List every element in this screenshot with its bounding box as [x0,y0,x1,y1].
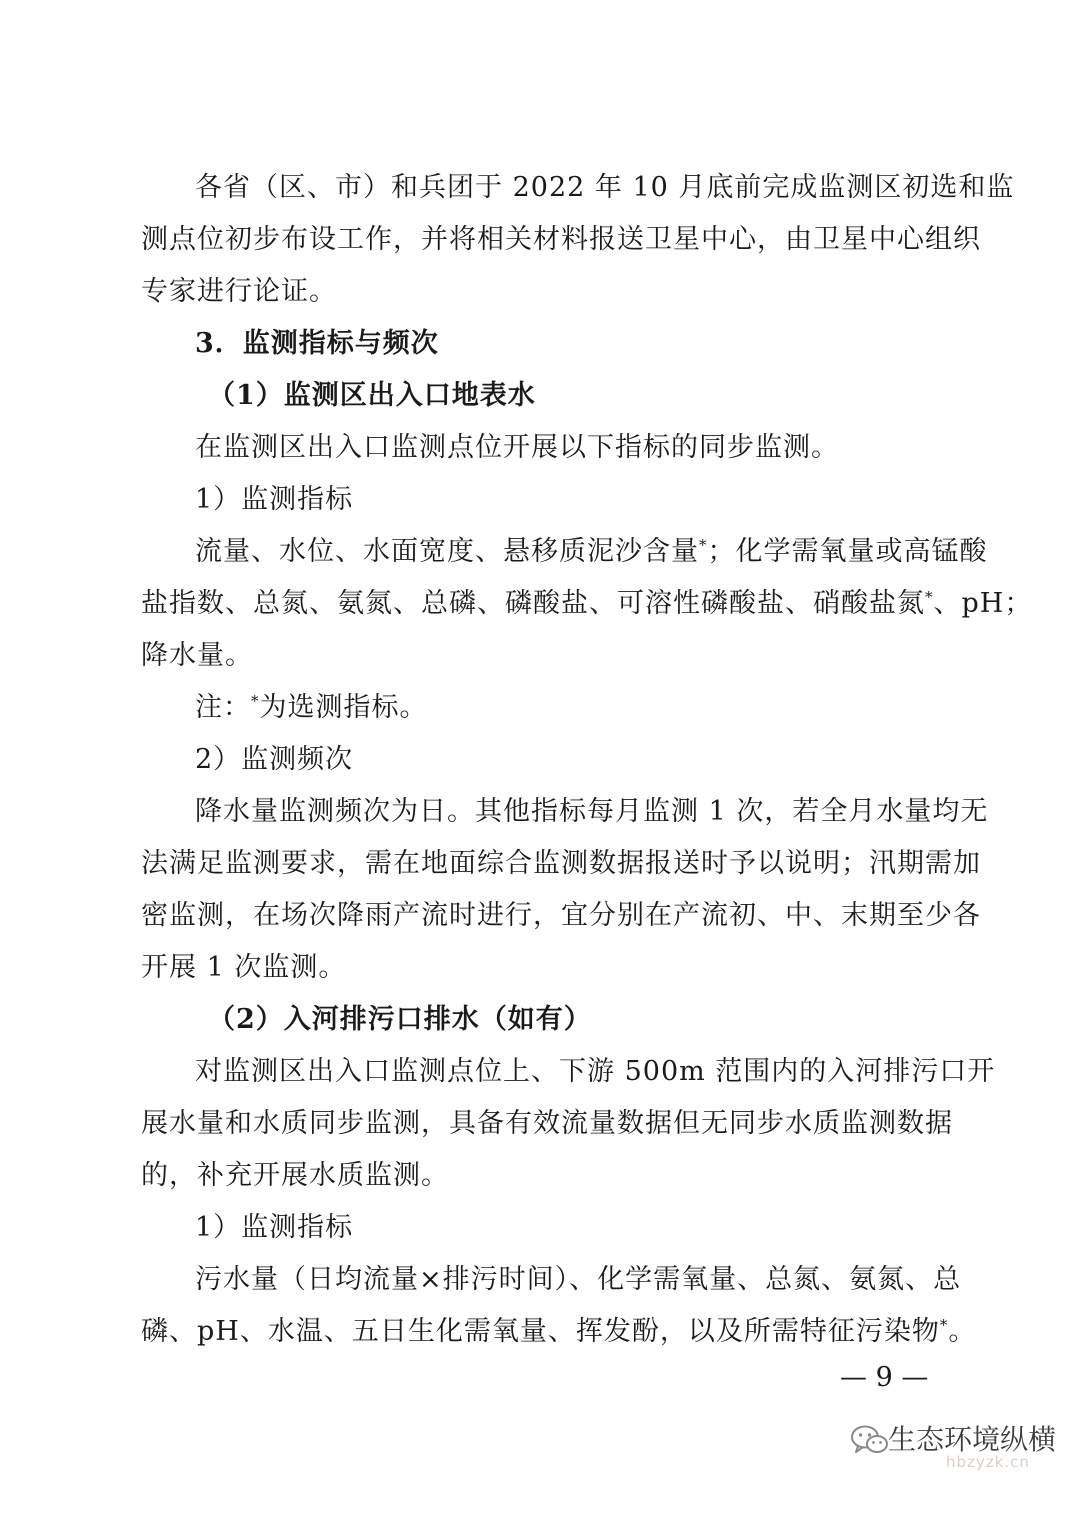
paragraph-line: 降水量监测频次为日。其他指标每月监测 1 次，若全月水量均无 [195,796,989,827]
paragraph-line [195,532,988,572]
optional-marker: * [939,1316,949,1334]
item-label: 1）监测指标 [195,484,354,515]
wechat-icon [850,1424,890,1456]
page-number: — 9 — [840,1362,929,1393]
paragraph-line: 开展 1 次监测。 [141,952,347,983]
text-span: 盐指数、总氮、氨氮、总磷、磷酸盐、可溶性磷酸盐、硝酸盐氮 [141,588,925,619]
text-span: ；化学需氧量或高锰酸 [707,536,988,567]
optional-marker: * [925,588,934,606]
paragraph-line: 在监测区出入口监测点位开展以下指标的同步监测。 [195,432,839,463]
watermark-name: 生态环境纵横 [888,1423,1057,1456]
note-prefix: 注： [195,692,251,723]
item-label: 2）监测频次 [195,744,354,775]
paragraph-line: 对监测区出入口监测点位上、下游 500m 范围内的入河排污口开 [195,1056,996,1087]
text-span: 磷、pH、水温、五日生化需氧量、挥发酚，以及所需特征污染物 [141,1316,940,1347]
watermark [850,1420,1070,1480]
paragraph-line: 测点位初步布设工作，并将相关材料报送卫星中心，由卫星中心组织 [141,224,981,255]
subsection-heading: （1）监测区出入口地表水 [208,380,536,411]
text-span: 。 [948,1316,977,1347]
text-span: 流量、水位、水面宽度、悬移质泥沙含量 [195,536,699,567]
paragraph-line: 污水量（日均流量×排污时间）、化学需氧量、总氮、氨氮、总 [195,1264,962,1295]
note [195,688,941,728]
subsection-heading: （2）入河排污口排水（如有） [208,1004,592,1035]
note-text: 为选测指标。 [259,692,428,723]
paragraph-line: 各省（区、市）和兵团于 2022 年 10 月底前完成监测区初选和监 [195,172,1015,203]
paragraph-line [141,1312,977,1352]
paragraph-line: 法满足监测要求，需在地面综合监测数据报送时予以说明；汛期需加 [141,848,981,879]
item-label: 1）监测指标 [195,1212,354,1243]
text-span: 、pH； [933,588,1033,619]
optional-marker: * [251,692,260,710]
paragraph-line: 专家进行论证。 [141,276,337,307]
paragraph-line: 降水量。 [141,640,253,671]
section-heading: 3．监测指标与频次 [195,328,439,359]
watermark-url: hbzyzk.cn [946,1453,1030,1471]
paragraph-line: 密监测，在场次降雨产流时进行，宜分别在产流初、中、末期至少各 [141,900,981,931]
paragraph-line: 的，补充开展水质监测。 [141,1160,449,1191]
optional-marker: * [699,536,708,554]
paragraph-line: 展水量和水质同步监测，具备有效流量数据但无同步水质监测数据 [141,1108,953,1139]
paragraph-line [141,584,1033,624]
